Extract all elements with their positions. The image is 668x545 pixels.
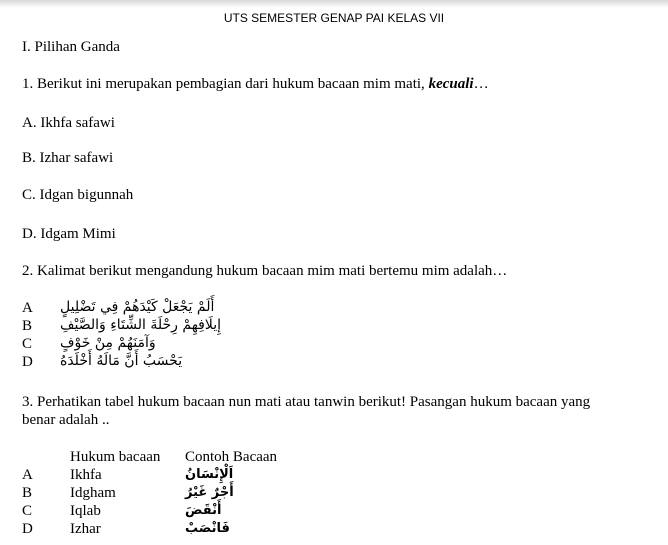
- table-row-a-contoh: اَلْإِنْسَانُ: [185, 467, 234, 482]
- table-row-b-hukum: Idgham: [70, 485, 116, 501]
- q2-option-a-arabic: أَلَمْ يَجْعَلْ كَيْدَهُمْ فِي تَضْلِيلٍ: [60, 299, 215, 315]
- q2-option-c-arabic: وَآمَنَهُمْ مِنْ خَوْفٍ: [60, 335, 156, 351]
- question-1-emphasis: kecuali: [428, 76, 474, 92]
- q2-option-d-arabic: يَحْسَبُ أَنَّ مَالَهُ أَخْلَدَهُ: [60, 353, 183, 369]
- question-1-tail: …: [473, 76, 489, 92]
- table-row-b-contoh: أَجْرٌ غَيْرُ: [185, 485, 234, 500]
- q2-option-b-arabic: إِيلَافِهِمْ رِحْلَةَ الشِّتَاءِ وَالصَّيْفِ: [60, 317, 221, 333]
- table-row-c-letter: C: [22, 503, 33, 519]
- table-row-a-hukum: Ikhfa: [70, 467, 102, 483]
- question-3-line-2: benar adalah ..: [22, 412, 110, 428]
- table-header-hukum: Hukum bacaan: [70, 449, 161, 465]
- top-bar: [0, 0, 668, 8]
- q1-option-b: B. Izhar safawi: [22, 150, 114, 166]
- table-row-a-letter: A: [22, 467, 33, 483]
- q1-option-c: C. Idgan bigunnah: [22, 187, 134, 203]
- question-3-line-1: 3. Perhatikan tabel hukum bacaan nun mati atau tanwin berikut! Pasangan hukum bacaan yang: [22, 394, 591, 410]
- q2-option-c-letter: C: [22, 336, 33, 352]
- q2-option-b-letter: B: [22, 318, 33, 334]
- question-1: [22, 76, 489, 93]
- q1-option-a: A. Ikhfa safawi: [22, 115, 115, 131]
- q1-option-d: D. Idgam Mimi: [22, 226, 116, 242]
- q2-option-a-letter: A: [22, 300, 33, 316]
- table-row-c-hukum: Iqlab: [70, 503, 101, 519]
- document-title: UTS SEMESTER GENAP PAI KELAS VII: [223, 11, 445, 25]
- table-row-d-hukum: Izhar: [70, 521, 101, 537]
- table-row-c-contoh: أَنْقَضَ: [185, 503, 222, 518]
- question-2: 2. Kalimat berikut mengandung hukum bacaan mim mati bertemu mim adalah…: [22, 263, 508, 279]
- question-1-text: 1. Berikut ini merupakan pembagian dari hukum bacaan mim mati,: [22, 76, 429, 92]
- table-row-b-letter: B: [22, 485, 33, 501]
- table-row-d-contoh: فَانْصَبْ: [185, 521, 230, 536]
- q2-option-d-letter: D: [22, 354, 33, 370]
- table-row-d-letter: D: [22, 521, 33, 537]
- section-heading: I. Pilihan Ganda: [22, 39, 120, 55]
- table-header-contoh: Contoh Bacaan: [185, 449, 278, 465]
